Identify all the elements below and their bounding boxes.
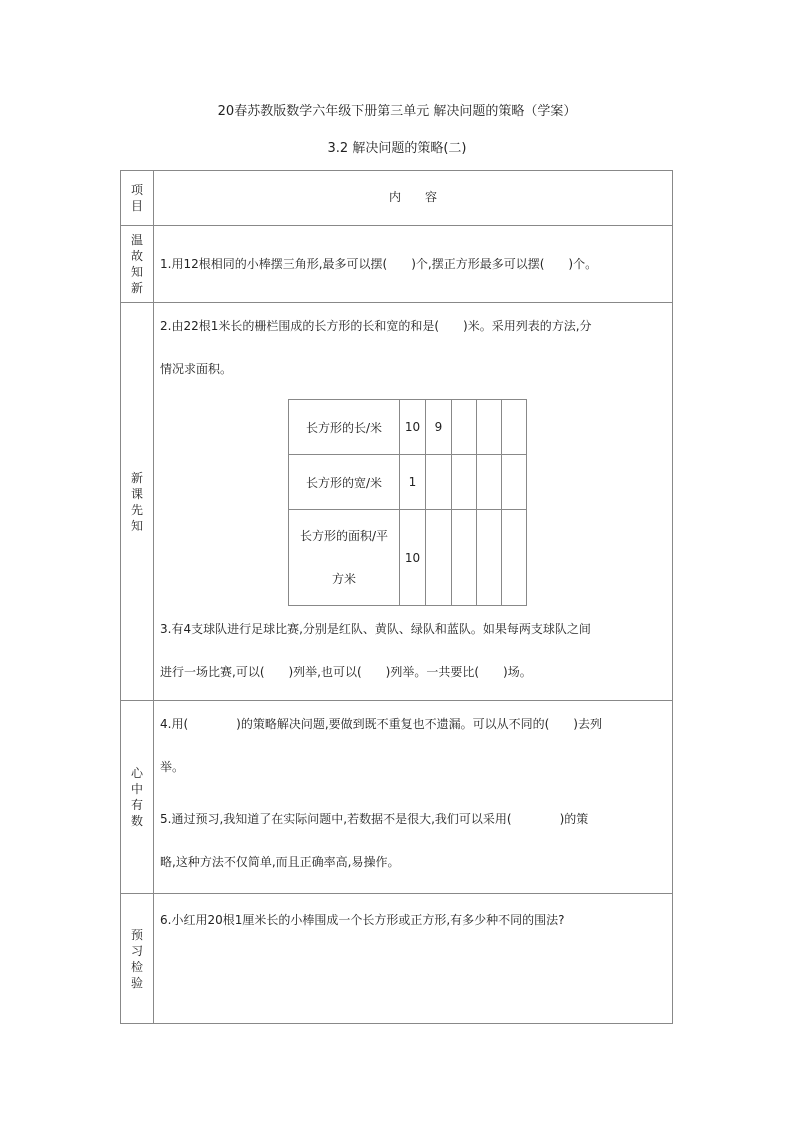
row-label-area: 长方形的面积/平 方米 [289, 510, 400, 606]
width-value-4 [477, 455, 502, 510]
row-label-width: 长方形的宽/米 [289, 455, 400, 510]
length-value-1: 10 [400, 400, 426, 455]
section-check [121, 894, 673, 1024]
length-value-2: 9 [426, 400, 452, 455]
rectangle-table-row-length [289, 400, 527, 455]
question-1: 1.用12根相同的小棒摆三角形,最多可以摆( )个,摆正方形最多可以摆( )个。 [160, 257, 598, 271]
area-value-5 [502, 510, 527, 606]
section-label-check: 预习检验 [121, 894, 154, 1024]
document-subtitle: 3.2 解决问题的策略(二) [327, 141, 467, 156]
section-review [121, 226, 673, 303]
worksheet-table [120, 170, 673, 1024]
width-value-1: 1 [400, 455, 426, 510]
section-content-check [154, 894, 673, 1024]
length-value-3 [452, 400, 477, 455]
length-value-5 [502, 400, 527, 455]
question-4-line-1: 4.用( )的策略解决问题,要做到既不重复也不遗漏。可以从不同的( )去列 [160, 717, 602, 731]
question-3-line-2: 进行一场比赛,可以( )列举,也可以( )列举。一共要比( )场。 [160, 665, 532, 679]
section-label-preview: 新课先知 [121, 303, 154, 701]
width-value-2 [426, 455, 452, 510]
rectangle-table-row-width [289, 455, 527, 510]
length-value-4 [477, 400, 502, 455]
section-preview [121, 303, 673, 701]
width-value-3 [452, 455, 477, 510]
header-row [121, 171, 673, 226]
row-label-length: 长方形的长/米 [289, 400, 400, 455]
section-content-review [154, 226, 673, 303]
section-label-review: 温故知新 [121, 226, 154, 303]
question-4-line-2: 举。 [160, 760, 185, 774]
document-title: 20春苏教版数学六年级下册第三单元 解决问题的策略（学案） [217, 104, 577, 119]
header-col-item: 项目 [121, 171, 154, 226]
area-value-4 [477, 510, 502, 606]
question-2-line-2: 情况求面积。 [160, 362, 233, 376]
question-5-line-1: 5.通过预习,我知道了在实际问题中,若数据不是很大,我们可以采用( )的策 [160, 812, 589, 826]
question-6: 6.小红用20根1厘米长的小棒围成一个长方形或正方形,有多少种不同的围法? [160, 913, 565, 927]
section-content-preview [154, 303, 673, 701]
rectangle-table-row-area [289, 510, 527, 606]
question-5-line-2: 略,这种方法不仅简单,而且正确率高,易操作。 [160, 855, 400, 869]
question-2-line-1: 2.由22根1米长的栅栏围成的长方形的长和宽的和是( )米。采用列表的方法,分 [160, 319, 592, 333]
rectangle-table [288, 399, 527, 606]
question-3-line-1: 3.有4支球队进行足球比赛,分别是红队、黄队、绿队和蓝队。如果每两支球队之间 [160, 622, 591, 636]
section-content-mind [154, 701, 673, 894]
header-col-content: 内 容 [154, 171, 673, 226]
area-value-1: 10 [400, 510, 426, 606]
area-value-3 [452, 510, 477, 606]
width-value-5 [502, 455, 527, 510]
area-value-2 [426, 510, 452, 606]
section-mind [121, 701, 673, 894]
section-label-mind: 心中有数 [121, 701, 154, 894]
